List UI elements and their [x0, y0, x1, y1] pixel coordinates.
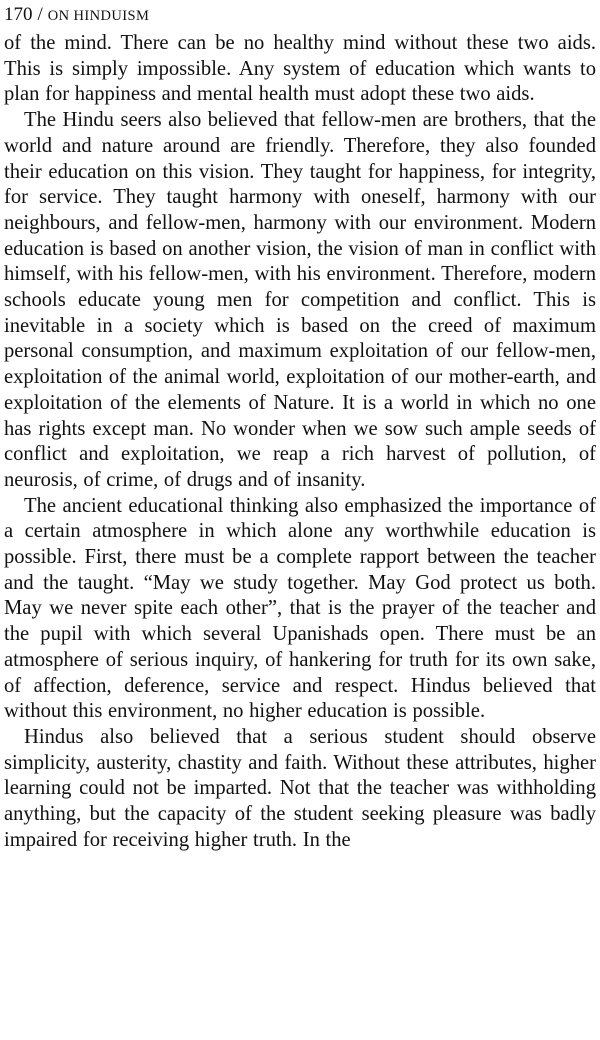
paragraph-atmosphere: The ancient educational thinking also emphasized the importance of a certain atmosphere in which alone any worthwhile education is possible. First, there must be a complete rapport between the teacher and the taught. “May we study together. May God protect us both. May we never spite each other”, that is the prayer of the teacher and the pupil with which several Upanishads open. There must be an atmosphere of serious inquiry, of hankering for truth for its own sake, of affection, deference, service and respect. Hindus believed that without this environment, no higher education is possible. [4, 494, 596, 723]
book-title: ON HINDUISM [47, 8, 150, 24]
paragraph-continued: of the mind. There can be no healthy mind without these two aids. This is simply impossible. Any system of education which wants to plan for happiness and mental health must adopt these two aids. [4, 32, 596, 106]
running-head [4, 0, 596, 31]
header-separator: / [37, 4, 43, 25]
paragraph-seers-vision: The Hindu seers also believed that fellow-men are brothers, that the world and nature around are friendly. Therefore, they also founded their education on this vision. They taught for happiness, for integrity, for service. They taught harmony with oneself, harmony with our neighbours, and fellow-men, harmony with our environment. Modern education is based on another vision, the vision of man in conflict with himself, with his fellow-men, with his environment. Therefore, modern schools educate young men for competition and conflict. This is inevitable in a society which is based on the creed of maximum personal consumption, and maximum exploitation of our fellow-men, exploitation of the animal world, exploitation of our mother-earth, and exploitation of the elements of Nature. It is a world in which no one has rights except man. No wonder when we sow such ample seeds of conflict and exploitation, we reap a rich harvest of pollution, of neurosis, of crime, of drugs and of insanity. [4, 109, 596, 491]
paragraph-student-virtues: Hindus also believed that a serious student should observe simplicity, austerity, chastity and faith. Without these attributes, higher learning could not be imparted. Not that the teacher was withholding anything, but the capacity of the student seeking pleasure was badly impaired for receiving higher truth. In the [4, 725, 596, 851]
page-number: 170 [4, 4, 33, 25]
